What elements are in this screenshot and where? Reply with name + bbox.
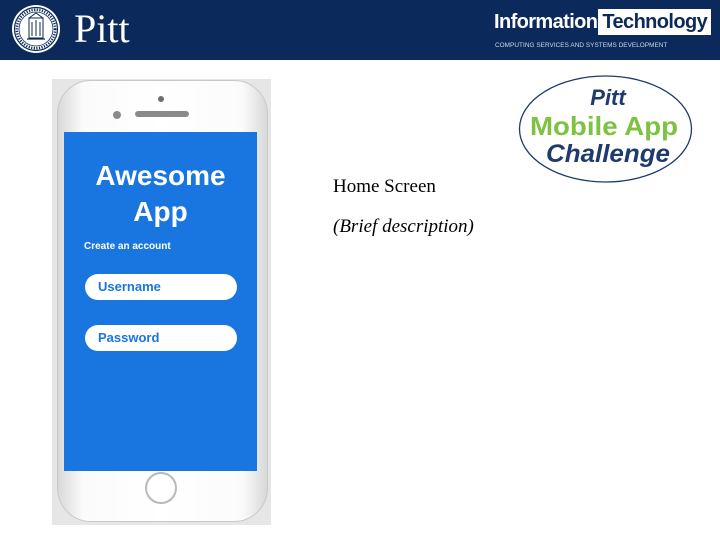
password-field[interactable]: Password <box>85 325 237 351</box>
screen-heading: Home Screen <box>333 176 436 197</box>
app-title-line2: App <box>133 196 188 227</box>
header-bar <box>0 0 720 60</box>
logo-mobile-app-text: Mobile App <box>530 111 678 141</box>
phone-screen <box>64 132 257 471</box>
university-seal-icon <box>11 4 61 54</box>
phone-home-button <box>145 472 177 504</box>
logo-pitt-text: Pitt <box>590 85 626 110</box>
it-logo-information: Information <box>494 11 598 33</box>
app-title <box>64 158 257 230</box>
screen-description: (Brief description) <box>333 216 474 237</box>
app-title-line1: Awesome <box>95 160 226 191</box>
username-field[interactable]: Username <box>85 274 237 300</box>
it-logo-technology: Technology <box>598 9 711 35</box>
it-logo-subtitle: COMPUTING SERVICES AND SYSTEMS DEVELOPMENT <box>495 42 668 49</box>
phone-earpiece <box>135 111 189 117</box>
logo-challenge-text: Challenge <box>546 140 671 168</box>
phone-sensor-dot <box>158 96 164 102</box>
phone-camera-icon <box>113 111 121 119</box>
pitt-wordmark: Pitt <box>74 6 130 51</box>
create-account-link[interactable]: Create an account <box>84 241 171 252</box>
mobile-app-challenge-logo <box>517 73 694 185</box>
